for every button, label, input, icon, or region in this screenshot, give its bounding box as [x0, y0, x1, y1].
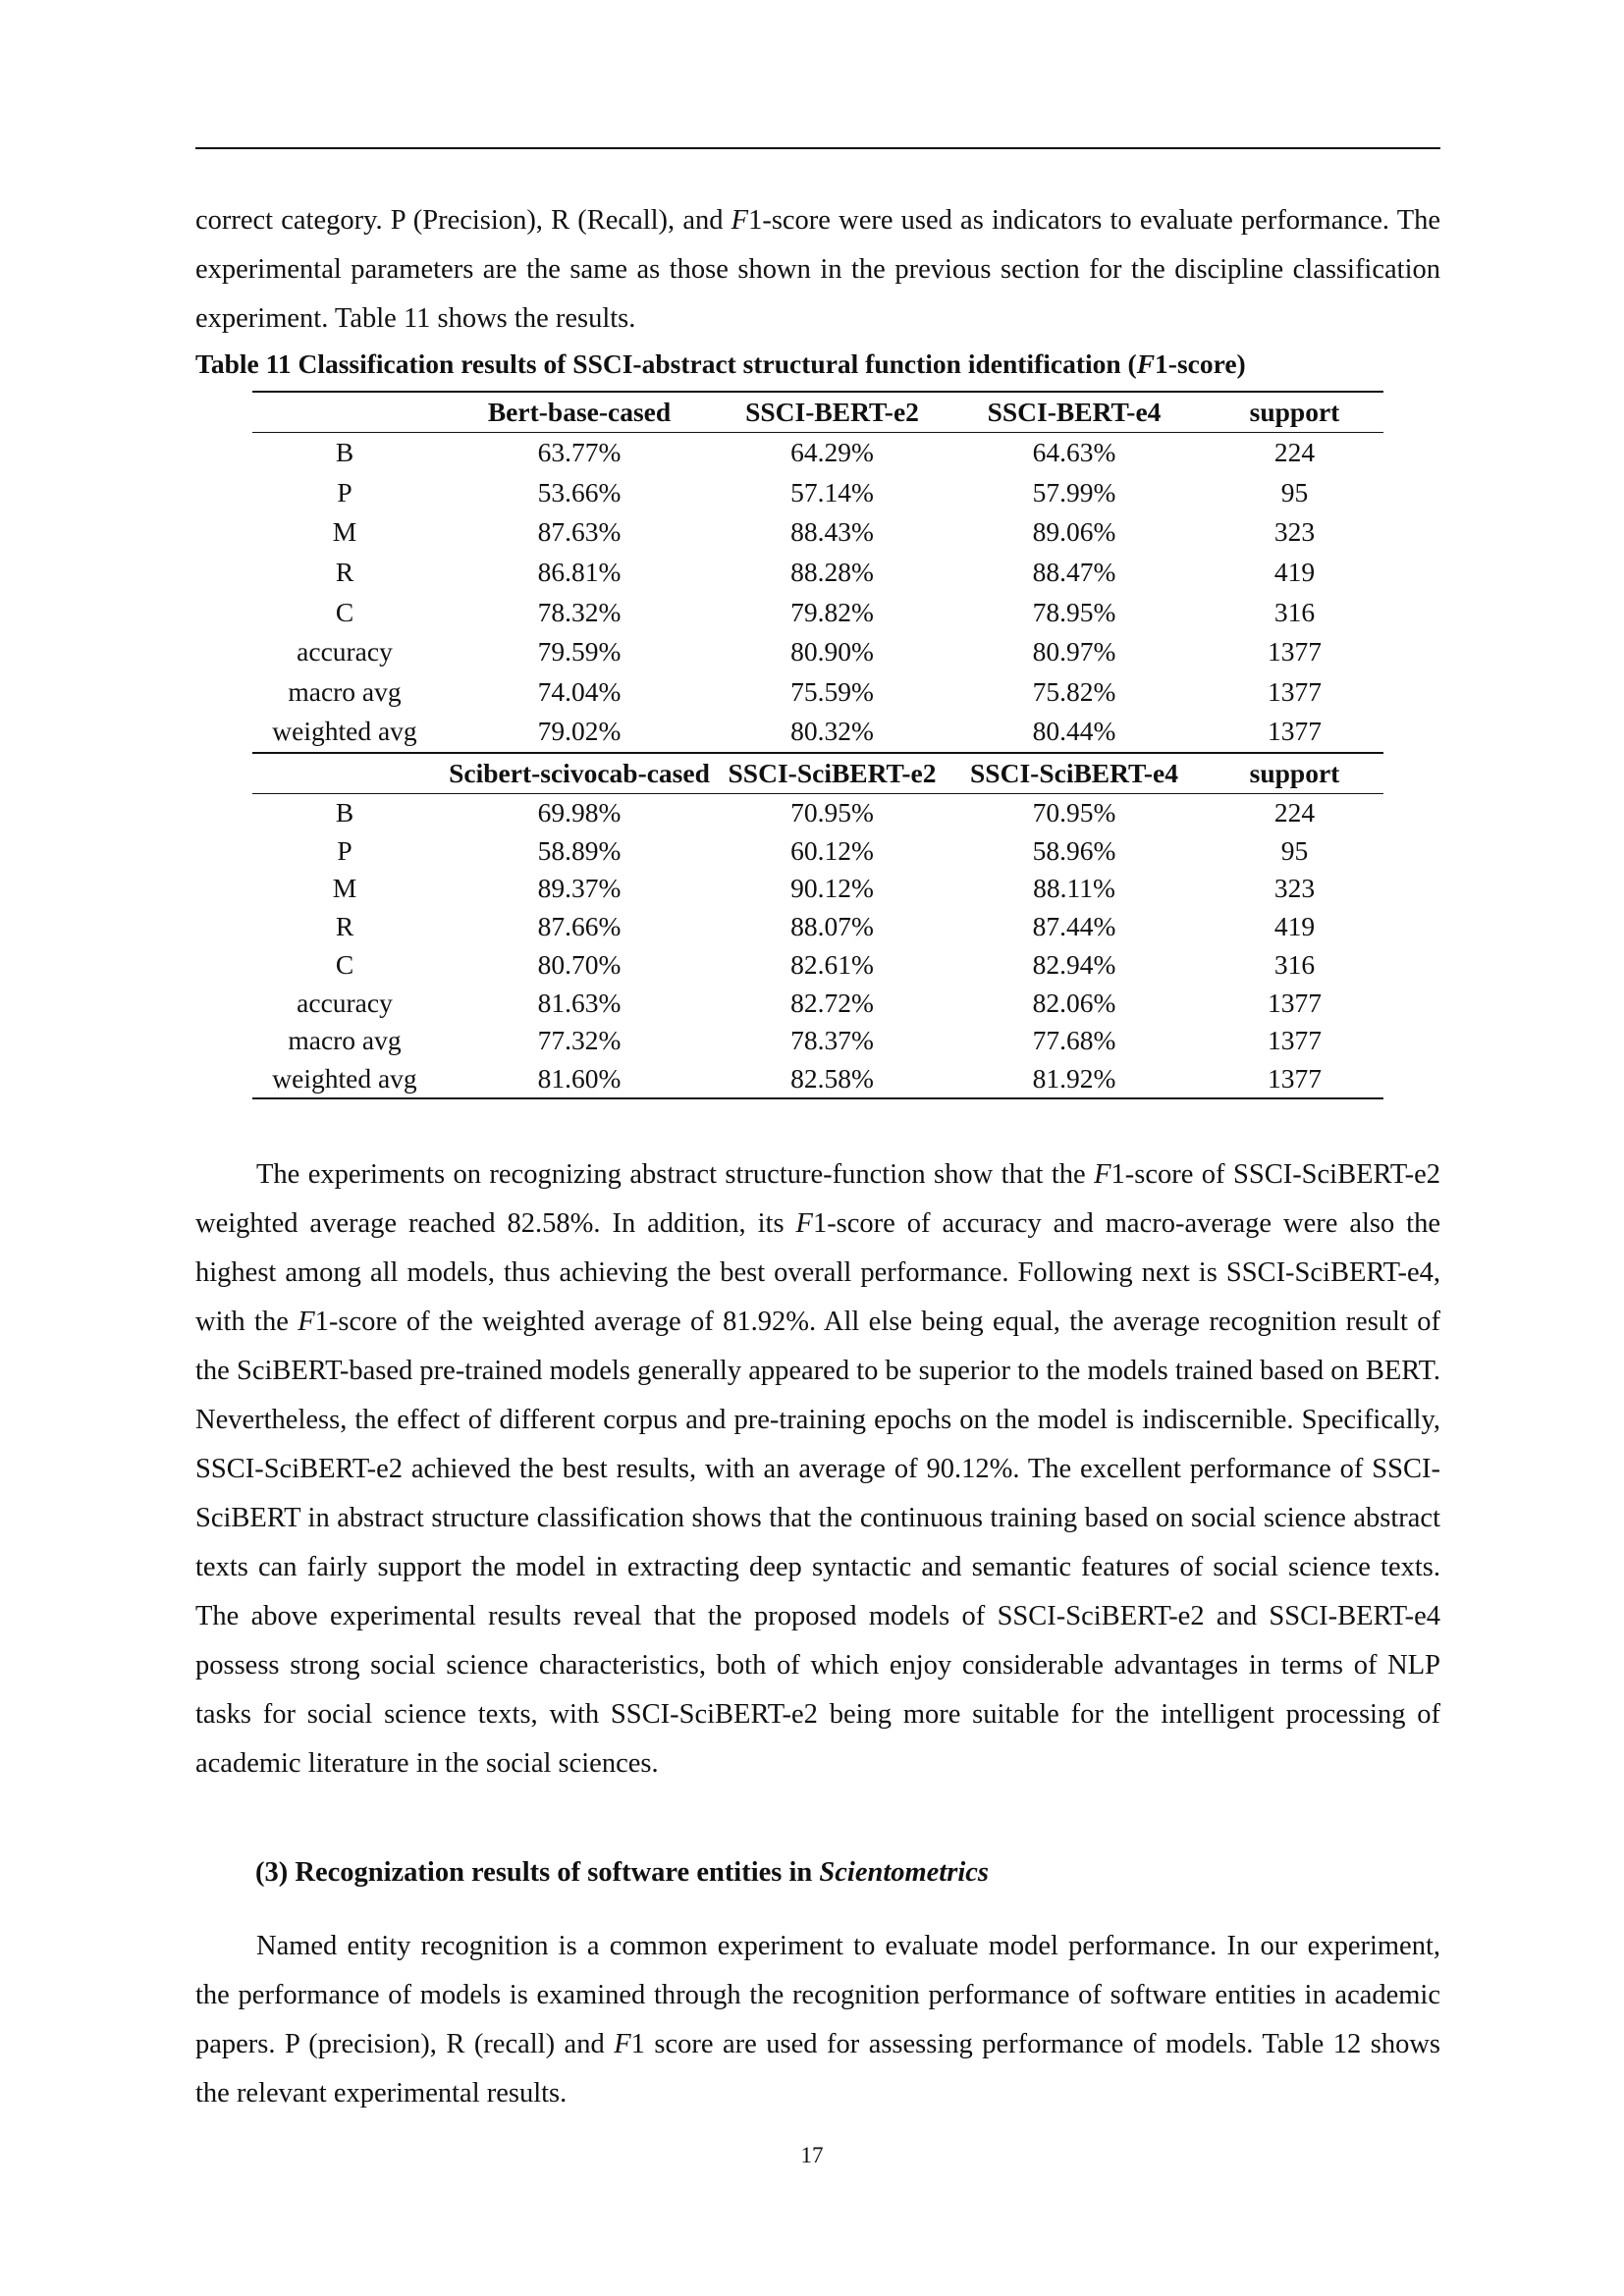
row-label: weighted avg — [252, 1060, 437, 1099]
table-cell: 53.66% — [537, 476, 622, 507]
table-cell: 60.12% — [790, 834, 874, 866]
row-label: B — [335, 797, 354, 828]
table-cell: 70.95% — [790, 797, 874, 828]
table-cell: 86.81% — [537, 557, 622, 588]
table-cell: 81.60% — [437, 1060, 722, 1099]
table-cell: 95 — [1280, 834, 1309, 866]
row-label: accuracy — [297, 987, 393, 1018]
header-cell: SSCI-SciBERT-e2 — [722, 753, 943, 794]
header-rule — [195, 147, 1440, 149]
table-cell: 419 — [1273, 911, 1316, 942]
table-row — [252, 908, 1383, 946]
table-row — [252, 553, 1383, 593]
section-heading-italic: Scientometrics — [819, 1857, 989, 1888]
table-cell: 88.28% — [790, 557, 874, 588]
table-cell: 80.90% — [790, 636, 874, 667]
header-cell: support — [1206, 753, 1383, 794]
header-cell: support — [1206, 392, 1383, 433]
table-cell: 323 — [1273, 873, 1316, 904]
table-cell: 419 — [1273, 557, 1316, 588]
table-cell: 82.58% — [722, 1060, 943, 1099]
table-cell: 74.04% — [537, 675, 622, 707]
row-label: accuracy — [297, 636, 393, 667]
table-caption — [195, 348, 1246, 380]
table-cell: 82.61% — [790, 948, 874, 980]
table-row — [252, 1060, 1383, 1099]
table-cell: 81.92% — [943, 1060, 1206, 1099]
table-cell: 316 — [1273, 948, 1316, 980]
table-cell: 79.82% — [790, 596, 874, 627]
table-cell: 64.29% — [790, 437, 874, 468]
table-cell: 224 — [1273, 797, 1316, 828]
table-row — [252, 946, 1383, 985]
row-label: R — [335, 911, 354, 942]
page-number: 17 — [800, 2143, 824, 2167]
table-row — [252, 632, 1383, 672]
row-label: macro avg — [288, 1025, 402, 1056]
table-cell: 1377 — [1206, 1060, 1383, 1099]
table-cell: 78.95% — [1032, 596, 1116, 627]
caption-italic: F — [1136, 348, 1156, 379]
table-cell: 82.72% — [790, 987, 874, 1018]
table-cell: 63.77% — [537, 437, 622, 468]
section-heading-prefix: (3) Recognization results of software entities in — [255, 1857, 820, 1888]
table-cell: 88.47% — [1032, 557, 1116, 588]
row-label: M — [332, 873, 357, 904]
table-row — [252, 831, 1383, 870]
table-row — [252, 473, 1383, 513]
table-cell: 88.43% — [790, 516, 874, 548]
header-cell: Scibert-scivocab-cased — [437, 753, 722, 794]
table-cell: 58.89% — [537, 834, 622, 866]
table-cell: 1377 — [1268, 716, 1322, 747]
row-label: R — [335, 557, 354, 588]
table-row — [252, 512, 1383, 553]
row-label: C — [335, 596, 354, 627]
paragraph-discussion: The experiments on recognizing abstract structure-function show that the F1-score of SSCI-SciBERT-e2 weighted average reached 82.58%. In addition, its F1-score of accuracy and macro-average were also the highest among all models, thus achieving the best overall performance. Following next is SSCI-SciBERT-e4, with the F1-score of the weighted average of 81.92%. All else being equal, the average recognition result of the SciBERT-based pre-trained models generally appeared to be superior to the models trained based on BERT. Nevertheless, the effect of different corpus and pre-training epochs on the model is indiscernible. Specifically, SSCI-SciBERT-e2 achieved the best results, with an average of 90.12%. The excellent performance of SSCI-SciBERT in abstract structure classification shows that the continuous training based on social science abstract texts can fairly support the model in extracting deep syntactic and semantic features of social science texts. The above experimental results reveal that the proposed models of SSCI-SciBERT-e2 and SSCI-BERT-e4 possess strong social science characteristics, both of which enjoy considerable advantages in terms of NLP tasks for social science texts, with SSCI-SciBERT-e2 being more suitable for the intelligent processing of academic literature in the social sciences. — [195, 1159, 1440, 1779]
table-cell: 69.98% — [537, 797, 622, 828]
table-cell: 87.63% — [537, 516, 622, 548]
results-table — [252, 391, 1383, 1099]
table-row — [252, 793, 1383, 831]
table-cell: 57.14% — [790, 476, 874, 507]
row-label: P — [337, 476, 352, 507]
table-cell: 89.06% — [1032, 516, 1116, 548]
table-cell: 75.82% — [1032, 675, 1116, 707]
table-cell: 90.12% — [790, 873, 874, 904]
row-label: macro avg — [288, 675, 402, 707]
table-cell: 80.44% — [1032, 716, 1116, 747]
table-row — [252, 870, 1383, 908]
table-cell: 1377 — [1268, 1025, 1322, 1056]
header-cell — [252, 753, 437, 794]
header-cell: Bert-base-cased — [437, 392, 722, 433]
row-label: B — [335, 437, 354, 468]
row-label: M — [332, 516, 357, 548]
table-cell: 1377 — [1268, 987, 1322, 1018]
table-row — [252, 592, 1383, 632]
row-label: P — [337, 834, 352, 866]
table-cell: 1377 — [1268, 675, 1322, 707]
table-cell: 87.66% — [537, 911, 622, 942]
table-row — [252, 712, 1383, 753]
table-cell: 1377 — [1268, 636, 1322, 667]
caption-prefix: Table 11 Classification results of SSCI-abstract structural function identification ( — [195, 348, 1137, 379]
table-cell: 57.99% — [1032, 476, 1116, 507]
paragraph-ner: Named entity recognition is a common experiment to evaluate model performance. In our experiment, the performance of models is examined through the recognition performance of software entities in academic papers. P (precision), R (recall) and F1 score are used for assessing performance of models. Table 12 shows the relevant experimental results. — [195, 1931, 1440, 2109]
header-row — [252, 753, 1383, 794]
table-cell: 88.07% — [790, 911, 874, 942]
table-cell: 77.68% — [1032, 1025, 1116, 1056]
table-cell: 88.11% — [1033, 873, 1115, 904]
row-label: weighted avg — [272, 716, 417, 747]
table-cell: 77.32% — [537, 1025, 622, 1056]
header-cell — [252, 392, 437, 433]
table-cell: 95 — [1280, 476, 1309, 507]
table-head-2 — [252, 753, 1383, 794]
table-row — [252, 672, 1383, 713]
header-cell: SSCI-SciBERT-e4 — [943, 753, 1206, 794]
paragraph-intro: correct category. P (Precision), R (Recall), and F1-score were used as indicators to evaluate performance. The experimental parameters are the same as those shown in the previous section for the discipline classification experiment. Table 11 shows the results. — [195, 205, 1440, 334]
table-cell: 58.96% — [1032, 834, 1116, 866]
caption-suffix: 1-score) — [1155, 348, 1246, 379]
table-cell: 80.32% — [790, 716, 874, 747]
table-head-1 — [252, 392, 1383, 433]
table-cell: 78.32% — [537, 596, 622, 627]
table-cell: 80.70% — [537, 948, 622, 980]
table-row — [252, 984, 1383, 1022]
table-cell: 82.06% — [1032, 987, 1116, 1018]
table-cell: 78.37% — [790, 1025, 874, 1056]
table-cell: 323 — [1273, 516, 1316, 548]
header-cell: SSCI-BERT-e2 — [722, 392, 943, 433]
table-cell: 70.95% — [1032, 797, 1116, 828]
table-body-2 — [252, 793, 1383, 1098]
header-row — [252, 392, 1383, 433]
table-cell: 82.94% — [1032, 948, 1116, 980]
section-heading — [255, 1857, 989, 1889]
table-row — [252, 433, 1383, 473]
table-cell: 316 — [1273, 596, 1316, 627]
table-cell: 87.44% — [1032, 911, 1116, 942]
table-cell: 79.59% — [537, 636, 622, 667]
table-cell: 89.37% — [537, 873, 622, 904]
table-cell: 224 — [1273, 437, 1316, 468]
table-cell: 75.59% — [790, 675, 874, 707]
table-body-1 — [252, 433, 1383, 753]
table-cell: 81.63% — [537, 987, 622, 1018]
header-cell: SSCI-BERT-e4 — [943, 392, 1206, 433]
table-cell: 80.97% — [1032, 636, 1116, 667]
table-cell: 79.02% — [537, 716, 622, 747]
table-cell: 64.63% — [1032, 437, 1116, 468]
table-row — [252, 1022, 1383, 1060]
row-label: C — [335, 948, 354, 980]
